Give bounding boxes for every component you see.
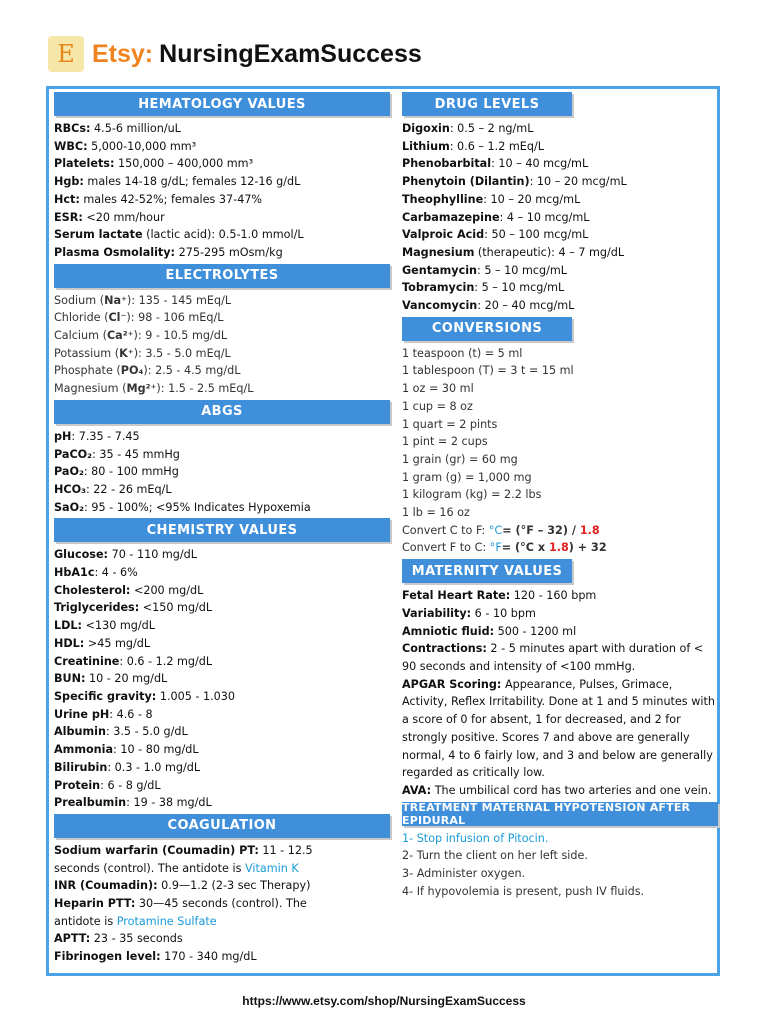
chemistry-label: Albumin [54,725,106,739]
right-column [402,90,718,900]
chemistry-label: Urine pH [54,707,110,721]
drug-row [402,262,718,280]
abg-row [54,446,390,464]
chemistry-value: 1.005 - 1.030 [156,689,236,703]
hypotension-header: TREATMENT MATERNAL HYPOTENSION AFTER EPIDURAL [402,802,718,826]
chemistry-label: Bilirubin [54,760,108,774]
drug-row [402,173,718,191]
electrolytes-header: ELECTROLYTES [54,264,390,288]
fibrinogen-line: Fibrinogen level: 170 - 340 mg/dL [54,950,257,964]
hematology-row [54,155,390,173]
conversion-row: 1 cup = 8 oz [402,399,473,413]
drug-value: : 10 – 20 mcg/mL [483,192,581,206]
drug-row [402,191,718,209]
conversion-row: 1 kilogram (kg) = 2.2 lbs [402,488,542,502]
electrolyte-ion: Mg²⁺ [126,382,157,396]
drug-row [402,226,718,244]
chemistry-value: <150 mg/dL [139,601,213,615]
hematology-value: 150,000 – 400,000 mm³ [114,157,254,171]
chemistry-value: 70 - 110 mg/dL [108,548,197,562]
electrolyte-value: ): 9 - 10.5 mg/dL [133,329,228,343]
drug-value: : 50 – 100 mcg/mL [484,228,589,242]
abg-label: HCO₃ [54,482,86,496]
chemistry-value: : 4 - 6% [94,566,138,580]
heparin-antidote-line: antidote is Protamine Sulfate [54,914,217,928]
chemistry-row [54,617,390,635]
fhr-line: Fetal Heart Rate: 120 - 160 bpm [402,589,597,603]
abg-value: : 35 - 45 mmHg [92,447,180,461]
hypotension-step: 4- If hypovolemia is present, push IV fluids. [402,884,645,898]
left-column [54,90,390,966]
electrolyte-row [54,380,390,398]
c-to-f-line: Convert C to F: °C= (°F – 32) / 1.8 [402,523,600,537]
hematology-label: Plasma Osmolality: [54,245,176,259]
drug-label: Phenytoin (Dilantin) [402,175,530,189]
drug-label: Carbamazepine [402,210,500,224]
aptt-line: APTT: 23 - 35 seconds [54,932,183,946]
abg-row [54,428,390,446]
electrolyte-name: Potassium ( [54,346,120,360]
chemistry-label: BUN: [54,672,86,686]
hypotension-section [402,802,718,901]
drug-value: (therapeutic): 4 – 7 mg/dL [474,245,625,259]
protamine-text: Protamine Sulfate [116,914,217,928]
electrolyte-value: ): 2.5 - 4.5 mg/dL [143,364,241,378]
chemistry-value: : 10 - 80 mg/dL [113,743,199,757]
chemistry-row [54,741,390,759]
abg-row [54,463,390,481]
conversion-row: 1 lb = 16 oz [402,506,470,520]
chemistry-value: : 6 - 8 g/dL [100,778,161,792]
abg-label: PaCO₂ [54,447,93,461]
hematology-row [54,138,390,156]
abg-label: pH [54,429,72,443]
electrolyte-ion: PO₄ [120,364,144,378]
drug-label: Theophylline [402,192,484,206]
electrolyte-ion: Ca²⁺ [106,329,134,343]
chemistry-value: : 19 - 38 mg/dL [126,796,212,810]
apgar-para: APGAR Scoring: Appearance, Pulses, Grimace, Activity, Reflex Irritability. Done at 1 and 5 minutes with a score of 0 for absent, 1 for decreased, and 2 for strongly positive. Scores 7 and above are generally normal, 4 to 6 fairly low, and 3 and below are generally regarded as critically low. [402,677,715,780]
chemistry-row [54,582,390,600]
shop-name: NursingExamSuccess [159,39,422,68]
coagulation-header: COAGULATION [54,814,390,838]
drug-label: Valproic Acid [402,228,485,242]
hematology-label: WBC: [54,139,88,153]
abg-value: : 7.35 - 7.45 [71,429,140,443]
abgs-section [54,400,390,517]
drug-value: : 20 – 40 mcg/mL [477,299,575,313]
conversion-row: 1 pint = 2 cups [402,435,488,449]
chemistry-label: Cholesterol: [54,583,131,597]
drug-label: Phenobarbital [402,157,492,171]
hematology-section [54,92,390,262]
electrolyte-value: ): 3.5 - 5.0 mEq/L [133,346,231,360]
electrolyte-value: ): 135 - 145 mEq/L [126,293,232,307]
chemistry-value: <200 mg/dL [130,583,204,597]
hematology-row [54,120,390,138]
chemistry-label: Creatinine [54,654,120,668]
drug-value: : 5 – 10 mcg/mL [477,263,568,277]
brand-header [48,34,422,74]
electrolyte-row [54,327,390,345]
inr-line: INR (Coumadin): 0.9—1.2 (2-3 sec Therapy) [54,879,311,893]
contractions-para: Contractions: 2 - 5 minutes apart with duration of < 90 seconds and intensity of <100 mmHg. [402,642,704,673]
chemistry-row [54,546,390,564]
hematology-value: <20 mm/hour [82,210,165,224]
hematology-label: Serum lactate [54,228,143,242]
drug-row [402,138,718,156]
warfarin-line: Sodium warfarin (Coumadin) PT: 11 - 12.5 [54,843,313,857]
hematology-row [54,209,390,227]
chemistry-header: CHEMISTRY VALUES [54,518,390,542]
hematology-value: 4.5-6 million/uL [90,122,181,135]
chemistry-label: Glucose: [54,548,109,562]
electrolyte-row [54,309,390,327]
drug-row [402,297,718,315]
hematology-header: HEMATOLOGY VALUES [54,92,390,116]
chemistry-value: >45 mg/dL [84,636,151,650]
electrolyte-ion: Na⁺ [104,293,127,307]
hematology-value: 275-295 mOsm/kg [175,245,283,259]
drug-row [402,209,718,227]
abg-label: SaO₂ [54,500,85,514]
drug-label: Lithium [402,139,450,153]
electrolyte-row [54,292,390,310]
chemistry-row [54,723,390,741]
hematology-label: ESR: [54,210,83,224]
drug-label: Magnesium [402,245,475,259]
chemistry-row [54,688,390,706]
chemistry-label: Protein [54,778,101,792]
conversions-header: CONVERSIONS [402,317,572,341]
abg-row [54,481,390,499]
conversion-row: 1 teaspoon (t) = 5 ml [402,346,523,360]
conversions-section [402,317,718,557]
hematology-row [54,191,390,209]
chemistry-row [54,794,390,812]
drug-label: Tobramycin [402,281,475,295]
chemistry-label: HbA1c [54,566,95,580]
etsy-label: Etsy: [92,39,154,68]
chemistry-row [54,564,390,582]
drug-value: : 4 – 10 mcg/mL [499,210,590,224]
chemistry-value: <130 mg/dL [82,619,155,633]
chemistry-value: : 0.6 - 1.2 mg/dL [119,654,213,668]
variability-line: Variability: 6 - 10 bpm [402,606,536,620]
electrolyte-value: ): 1.5 - 2.5 mEq/L [156,382,254,396]
conversion-row: 1 gram (g) = 1,000 mg [402,470,532,484]
electrolyte-ion: K⁺ [119,346,134,360]
hematology-row [54,244,390,262]
hematology-value: (lactic acid): 0.5-1.0 mmol/L [142,228,304,242]
maternity-section [402,559,718,799]
electrolyte-ion: Cl⁻ [108,311,127,325]
chemistry-row [54,653,390,671]
electrolyte-row [54,362,390,380]
drug-levels-section [402,92,718,315]
chemistry-row [54,706,390,724]
electrolyte-row [54,345,390,363]
drug-row [402,279,718,297]
f-to-c-line: Convert F to C: °F= (°C x 1.8) + 32 [402,541,607,555]
electrolyte-name: Chloride ( [54,311,109,325]
chemistry-label: HDL: [54,636,85,650]
drug-row [402,155,718,173]
electrolytes-section [54,264,390,398]
abg-row [54,499,390,517]
chemistry-row [54,777,390,795]
conversion-row: 1 quart = 2 pints [402,417,498,431]
hypotension-step-1: 1- Stop infusion of Pitocin. [402,831,549,845]
drug-value: : 0.6 – 1.2 mEq/L [449,139,544,153]
chemistry-label: Triglycerides: [54,601,140,615]
conversion-row: 1 oz = 30 ml [402,382,474,396]
drug-label: Vancomycin [402,299,478,313]
hematology-value: males 42-52%; females 37-47% [79,192,263,206]
drug-levels-header: DRUG LEVELS [402,92,572,116]
drug-value: : 10 – 20 mcg/mL [529,175,627,189]
chemistry-row [54,759,390,777]
brand-title [92,40,422,69]
coagulation-section [54,814,390,966]
ava-line: AVA: The umbilical cord has two arteries and one vein. [402,783,712,797]
drug-row [402,244,718,262]
abgs-header: ABGS [54,400,390,424]
electrolyte-name: Phosphate ( [54,364,121,378]
footer-url: https://www.etsy.com/shop/NursingExamSuccess [242,994,526,1008]
etsy-logo-icon: E [48,36,84,72]
hematology-label: RBCs: [54,122,91,135]
drug-value: : 5 – 10 mcg/mL [474,281,565,295]
electrolyte-value: ): 98 - 106 mEq/L [126,311,224,325]
abg-value: : 22 - 26 mEq/L [85,482,172,496]
chemistry-value: : 3.5 - 5.0 g/dL [105,725,188,739]
drug-label: Digoxin [402,122,450,135]
abg-value: : 95 - 100%; <95% Indicates Hypoxemia [84,500,311,514]
electrolyte-name: Magnesium ( [54,382,127,396]
hypotension-step: 2- Turn the client on her left side. [402,849,588,863]
chemistry-value: : 4.6 - 8 [109,707,153,721]
hematology-label: Hct: [54,192,80,206]
chemistry-label: Prealbumin [54,796,127,810]
warfarin-antidote-line: seconds (control). The antidote is Vitamin K [54,861,299,875]
drug-value: : 0.5 – 2 ng/mL [449,122,534,135]
electrolyte-name: Sodium ( [54,293,105,307]
hematology-label: Hgb: [54,175,84,189]
maternity-header: MATERNITY VALUES [402,559,572,583]
chemistry-row [54,670,390,688]
hematology-value: males 14-18 g/dL; females 12-16 g/dL [83,175,301,189]
drug-value: : 10 – 40 mcg/mL [491,157,589,171]
abg-value: : 80 - 100 mmHg [83,465,179,479]
hypotension-step: 3- Administer oxygen. [402,867,526,881]
heparin-line: Heparin PTT: 30—45 seconds (control). The [54,897,307,911]
electrolyte-name: Calcium ( [54,329,107,343]
hematology-row [54,173,390,191]
hematology-row [54,226,390,244]
hematology-value: 5,000-10,000 mm³ [87,139,197,153]
chemistry-label: LDL: [54,619,83,633]
abg-label: PaO₂ [54,465,84,479]
conversion-row: 1 tablespoon (T) = 3 t = 15 ml [402,364,574,378]
chemistry-section [54,518,390,812]
chemistry-row [54,599,390,617]
chemistry-value: 10 - 20 mg/dL [85,672,168,686]
amniotic-line: Amniotic fluid: 500 - 1200 ml [402,624,577,638]
chemistry-label: Ammonia [54,743,114,757]
chemistry-label: Specific gravity: [54,689,157,703]
chemistry-value: : 0.3 - 1.0 mg/dL [107,760,201,774]
hematology-label: Platelets: [54,157,115,171]
conversion-row: 1 grain (gr) = 60 mg [402,452,518,466]
vitamin-k-text: Vitamin K [244,861,299,875]
drug-label: Gentamycin [402,263,478,277]
drug-row [402,120,718,138]
chemistry-row [54,635,390,653]
